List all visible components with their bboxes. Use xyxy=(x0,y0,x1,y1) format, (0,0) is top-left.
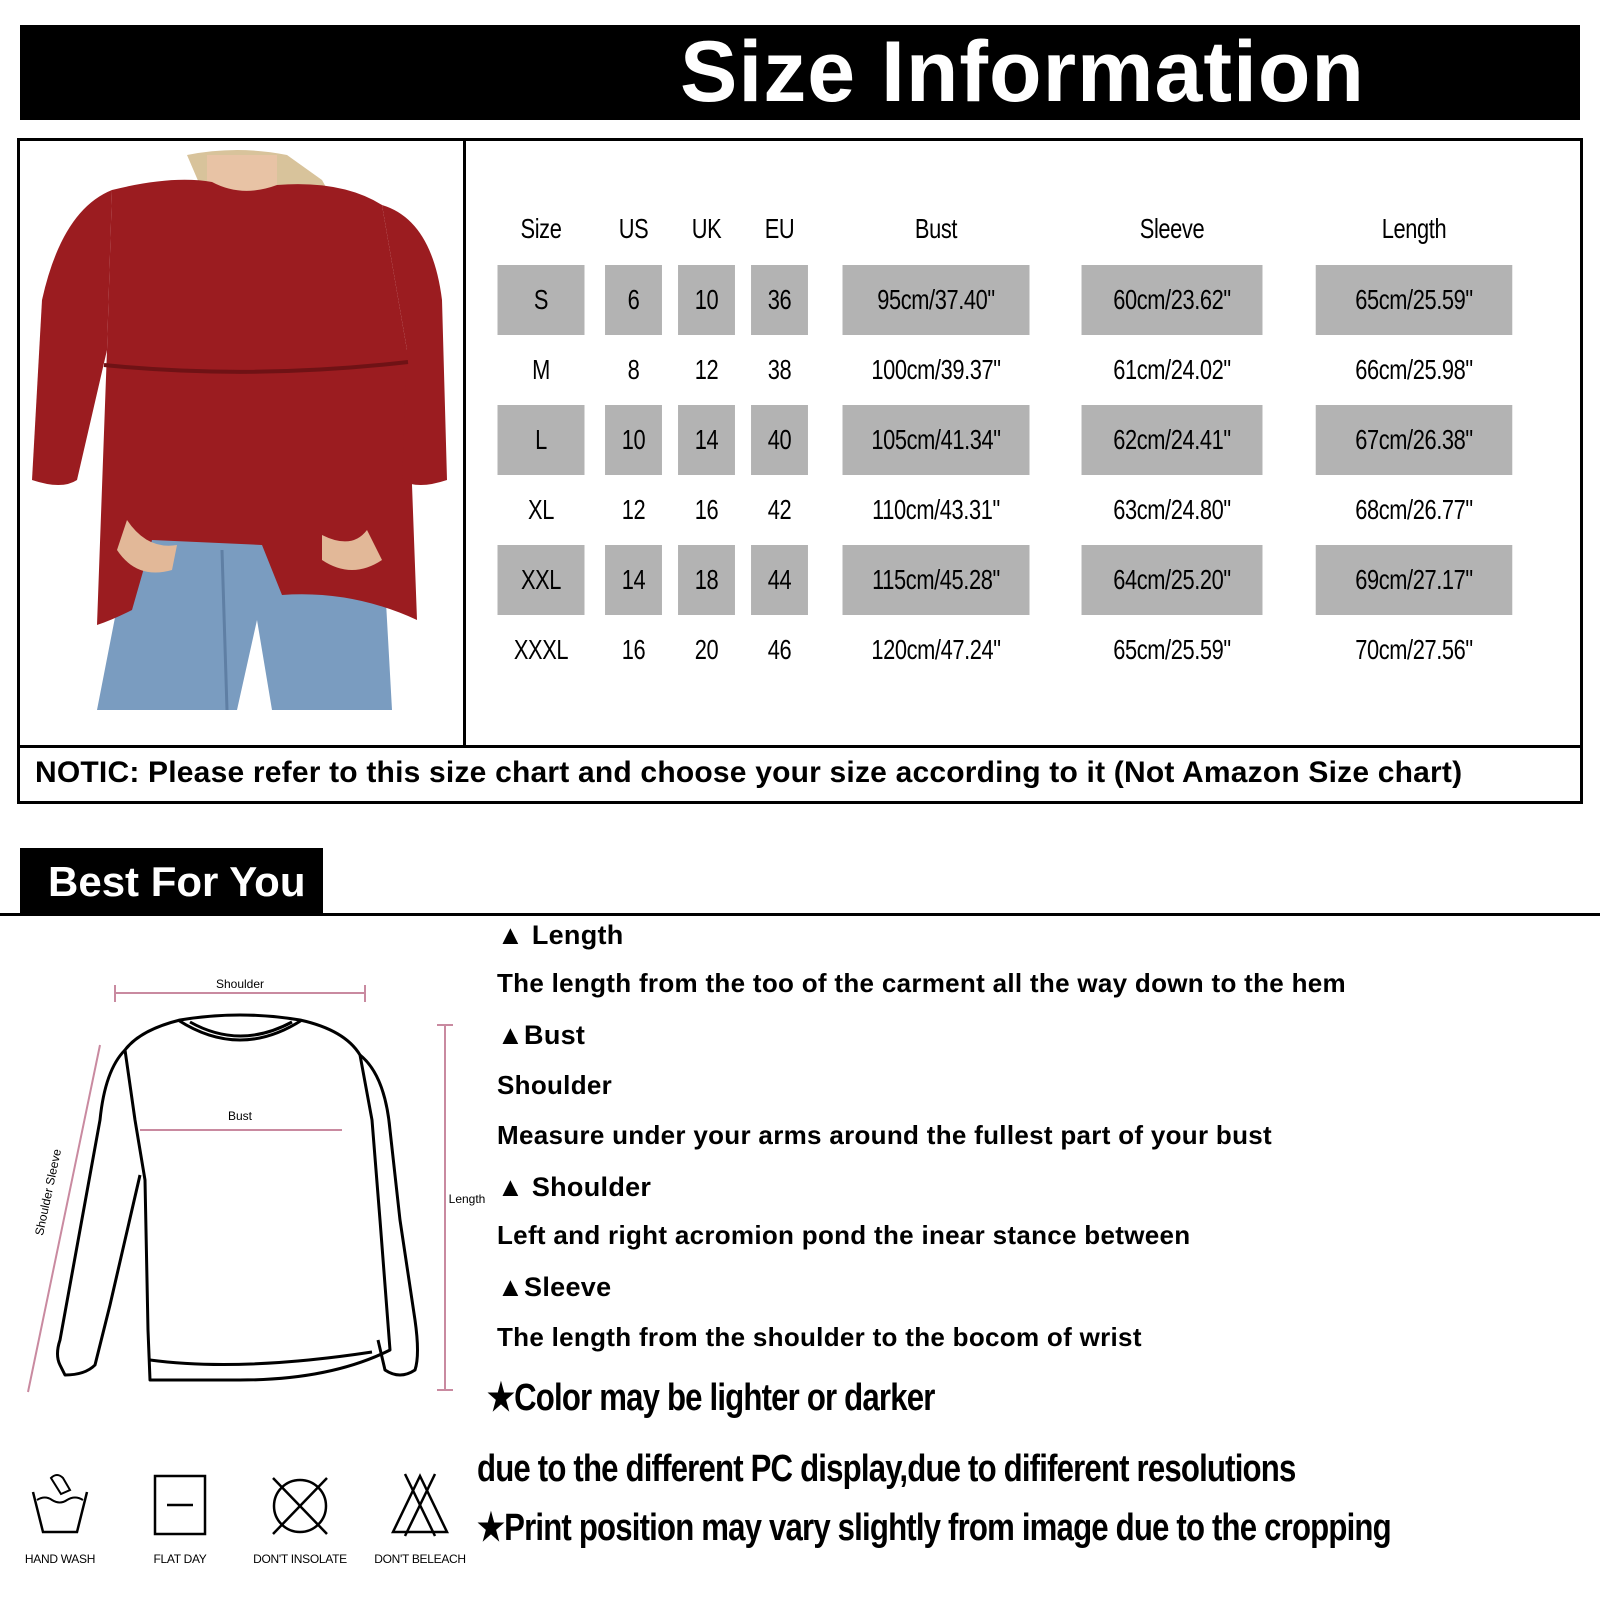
table-cell: 16 xyxy=(694,494,719,525)
page-title: Size Information xyxy=(680,24,1365,120)
table-cell: L xyxy=(497,405,584,475)
size-notice: NOTIC: Please refer to this size chart and choose your size according to it (Not Amazon Size chart) xyxy=(35,756,1463,789)
table-cell: 10 xyxy=(605,405,662,475)
table-cell: 16 xyxy=(621,634,646,665)
header-banner xyxy=(20,25,1580,120)
hand-wash-icon xyxy=(25,1470,95,1540)
table-cell: 65cm/25.59" xyxy=(1113,634,1231,665)
table-cell: XXL xyxy=(497,545,584,615)
column-header: EU xyxy=(764,213,795,244)
care-item xyxy=(245,1470,355,1566)
table-cell: 42 xyxy=(767,494,792,525)
column-header: Bust xyxy=(914,213,958,244)
care-label: HAND WASH xyxy=(24,1552,96,1566)
garment-measure-diagram xyxy=(0,960,486,1420)
column-header: Sleeve xyxy=(1139,213,1205,244)
table-cell: 40 xyxy=(751,405,808,475)
table-cell: 67cm/26.38" xyxy=(1316,405,1513,475)
care-label: DON'T BELEACH xyxy=(374,1552,466,1566)
table-row xyxy=(485,405,1540,475)
section-divider xyxy=(0,913,1600,916)
table-cell: 63cm/24.80" xyxy=(1113,494,1231,525)
table-cell: S xyxy=(497,265,584,335)
table-cell: 14 xyxy=(605,545,662,615)
table-row xyxy=(485,265,1540,335)
table-cell: 110cm/43.31" xyxy=(872,494,1000,525)
description-heading: ▲ Length xyxy=(497,920,624,950)
care-label: DON'T INSOLATE xyxy=(253,1552,347,1566)
table-row xyxy=(485,615,1540,685)
table-cell: 18 xyxy=(678,545,735,615)
table-cell: M xyxy=(532,354,550,385)
dont-bleach-icon xyxy=(385,1470,455,1540)
description-heading: ▲Bust xyxy=(497,1020,586,1050)
table-cell: 46 xyxy=(767,634,792,665)
description-heading: ▲ Shoulder xyxy=(497,1172,652,1202)
table-cell: 115cm/45.28" xyxy=(842,545,1029,615)
table-cell: 12 xyxy=(694,354,719,385)
diagram-bust-label: Bust xyxy=(227,1109,253,1123)
table-cell: 10 xyxy=(678,265,735,335)
table-cell: 12 xyxy=(621,494,646,525)
column-header: Length xyxy=(1381,213,1447,244)
table-cell: XL xyxy=(528,494,554,525)
care-item xyxy=(125,1470,235,1566)
description-text: The length from the shoulder to the bocom of wrist xyxy=(497,1322,1142,1352)
column-header: Size xyxy=(520,213,562,244)
table-cell: 44 xyxy=(751,545,808,615)
table-cell: XXXL xyxy=(513,634,569,665)
table-cell: 6 xyxy=(605,265,662,335)
column-header: UK xyxy=(691,213,722,244)
table-cell: 36 xyxy=(751,265,808,335)
table-cell: 14 xyxy=(678,405,735,475)
dont-tumble-dry-icon xyxy=(265,1470,335,1540)
diagram-length-label: Length xyxy=(448,1192,486,1206)
color-note: ★Color may be lighter or darker xyxy=(487,1377,935,1419)
table-cell: 60cm/23.62" xyxy=(1082,265,1263,335)
display-note: due to the different PC display,due to dififerent resolutions xyxy=(477,1448,1296,1490)
table-cell: 95cm/37.40" xyxy=(842,265,1029,335)
table-cell: 61cm/24.02" xyxy=(1113,354,1231,385)
table-cell: 100cm/39.37" xyxy=(871,354,1001,385)
table-cell: 8 xyxy=(627,354,640,385)
section-title: Best For You xyxy=(48,858,306,905)
care-item xyxy=(365,1470,475,1566)
table-cell: 69cm/27.17" xyxy=(1316,545,1513,615)
table-cell: 65cm/25.59" xyxy=(1316,265,1513,335)
table-header-row xyxy=(485,193,1540,265)
diagram-shoulder-label: Shoulder xyxy=(215,977,265,991)
product-photo xyxy=(22,150,462,710)
table-row xyxy=(485,335,1540,405)
column-header: US xyxy=(618,213,649,244)
table-row xyxy=(485,545,1540,615)
chart-divider xyxy=(463,138,466,748)
table-cell: 105cm/41.34" xyxy=(842,405,1029,475)
table-row xyxy=(485,475,1540,545)
table-cell: 38 xyxy=(767,354,792,385)
care-label: FLAT DAY xyxy=(153,1552,207,1566)
description-text: The length from the too of the carment all the way down to the hem xyxy=(497,968,1346,998)
description-text: Left and right acromion pond the inear stance between xyxy=(497,1220,1191,1250)
description-text: Measure under your arms around the fullest part of your bust xyxy=(497,1120,1273,1150)
description-heading: ▲Sleeve xyxy=(497,1272,612,1302)
table-cell: 70cm/27.56" xyxy=(1355,634,1473,665)
flat-dry-icon xyxy=(145,1470,215,1540)
table-cell: 20 xyxy=(694,634,719,665)
best-for-you-tab xyxy=(20,848,323,915)
table-cell: 68cm/26.77" xyxy=(1355,494,1473,525)
size-table xyxy=(485,193,1540,685)
table-cell: 120cm/47.24" xyxy=(871,634,1001,665)
diagram-sleeve-label: Shoulder Sleeve xyxy=(32,1147,65,1237)
print-note: ★Print position may vary slightly from image due to the cropping xyxy=(477,1507,1391,1549)
table-cell: 66cm/25.98" xyxy=(1355,354,1473,385)
care-item xyxy=(5,1470,115,1566)
description-text: Shoulder xyxy=(497,1070,613,1100)
table-cell: 64cm/25.20" xyxy=(1082,545,1263,615)
table-cell: 62cm/24.41" xyxy=(1082,405,1263,475)
